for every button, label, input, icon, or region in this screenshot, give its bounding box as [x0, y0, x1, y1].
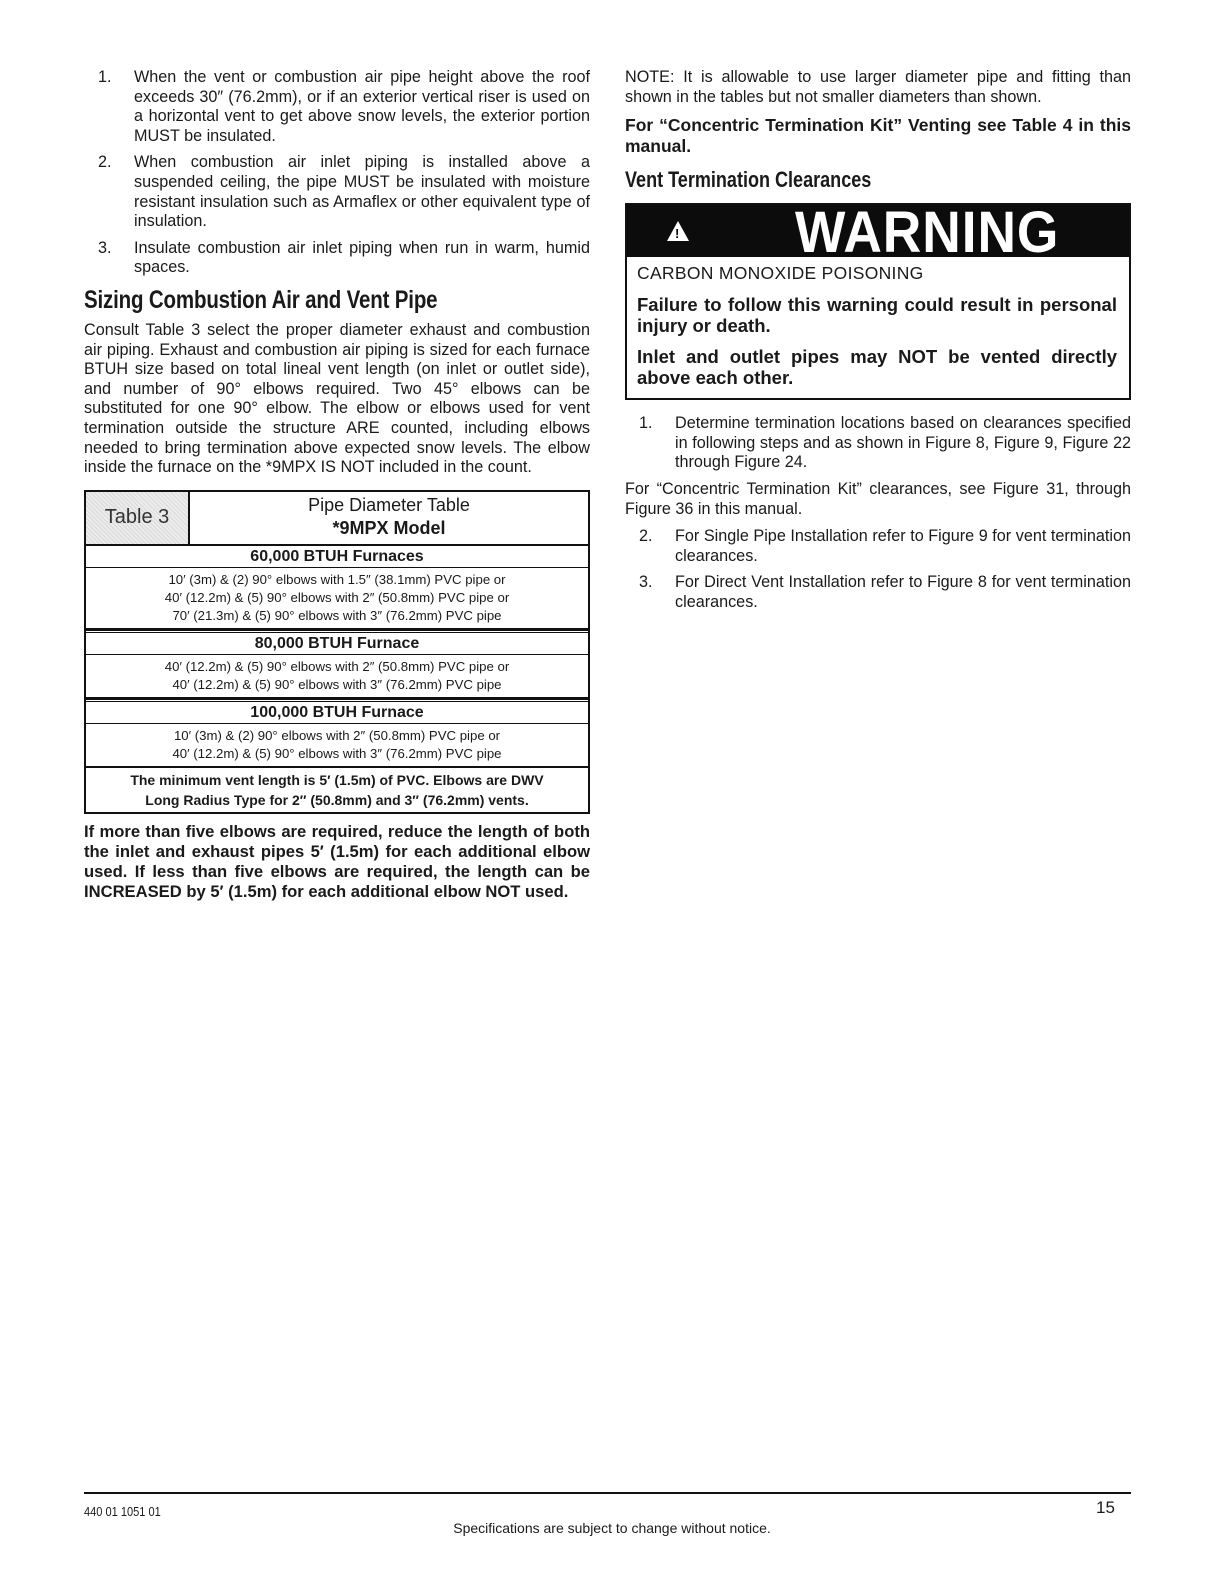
- table-group-rows: [86, 655, 588, 697]
- list-number: 2.: [98, 153, 112, 172]
- elbow-adjustment-paragraph: If more than five elbows are required, reduce the length of both the inlet and exhaust pipes 5′ (1.5m) for each additional elbow used. If less than five elbows are required, the length can be INCREASED by 5′ (1.5m) for each additional elbow NOT used.: [84, 821, 590, 901]
- warning-box: [625, 200, 1131, 400]
- table-group-rows: [86, 724, 588, 766]
- list-number: 2.: [639, 527, 653, 546]
- list-text: When combustion air inlet piping is installed above a suspended ceiling, the pipe MUST be insulated with moisture resistant insulation such as Armaflex or other equivalent type of insulation.: [134, 153, 590, 231]
- table-row: 40′ (12.2m) & (5) 90° elbows with 3″ (76.2mm) PVC pipe: [172, 745, 502, 761]
- sizing-paragraph: Consult Table 3 select the proper diameter exhaust and combustion air piping. Exhaust and combustion air piping is sized for each furnace BTUH size based on total lineal vent length (on inlet or outlet side), and number of 90° elbows required. Two 45° elbows can be substituted for one 90° elbow. The elbow or elbows used for vent termination outside the structure ARE counted, including elbows needed to bring termination above expected snow levels. The elbow inside the furnace on the *9MPX IS NOT included in the count.: [84, 320, 590, 477]
- left-column: [84, 68, 590, 902]
- section-heading-sizing: Sizing Combustion Air and Vent Pipe: [84, 285, 438, 314]
- list-text: Insulate combustion air inlet piping when run in warm, humid spaces.: [134, 238, 590, 277]
- insulation-list: [84, 68, 590, 278]
- list-number: 3.: [98, 238, 112, 257]
- table-row: 10′ (3m) & (2) 90° elbows with 1.5″ (38.1mm) PVC pipe or: [168, 571, 506, 587]
- warning-line: Inlet and outlet pipes may NOT be vented directly above each other.: [637, 346, 1117, 389]
- list-item: [84, 153, 590, 231]
- table-title: [190, 492, 588, 544]
- footer-notice: Specifications are subject to change without notice.: [453, 1520, 771, 1536]
- table-group-80000: [86, 630, 588, 699]
- section-heading-clearances: Vent Termination Clearances: [625, 167, 872, 193]
- list-item: [84, 68, 590, 146]
- warning-line: Failure to follow this warning could result in personal injury or death.: [637, 294, 1117, 337]
- table-row: 40′ (12.2m) & (5) 90° elbows with 2″ (50.8mm) PVC pipe or: [164, 658, 510, 674]
- table-row: 10′ (3m) & (2) 90° elbows with 2″ (50.8mm) PVC pipe or: [173, 727, 501, 743]
- table-group-header: 60,000 BTUH Furnaces: [86, 546, 588, 568]
- table-title-line1: Pipe Diameter Table: [308, 494, 470, 515]
- pipe-diameter-table: [84, 490, 590, 814]
- concentric-venting-paragraph: For “Concentric Termination Kit” Venting see Table 4 in this manual.: [625, 115, 1131, 157]
- table-title-line2: *9MPX Model: [332, 517, 446, 538]
- list-number: 3.: [639, 573, 653, 592]
- table-group-rows: [86, 568, 588, 628]
- document-number: 440 01 1051 01: [84, 1504, 161, 1519]
- table-note: [86, 768, 588, 812]
- list-item: [625, 527, 1131, 566]
- warning-triangle-icon: [667, 221, 689, 241]
- table-note-line1: The minimum vent length is 5′ (1.5m) of PVC. Elbows are DWV: [130, 771, 544, 788]
- table-group-60000: [86, 546, 588, 630]
- table-group-100000: [86, 699, 588, 768]
- table-group-header: 80,000 BTUH Furnace: [86, 630, 588, 655]
- list-text: When the vent or combustion air pipe height above the roof exceeds 30″ (76.2mm), or if an exterior vertical riser is used on a horizontal vent to get above snow levels, the exterior portion MUST be insulated.: [134, 68, 590, 145]
- list-item: [625, 573, 1131, 612]
- list-text: For Single Pipe Installation refer to Figure 9 for vent termination clearances.: [675, 527, 1131, 565]
- termination-list: [625, 414, 1131, 473]
- table-header: [86, 492, 588, 546]
- table-tag: Table 3: [86, 492, 190, 544]
- warning-word: WARNING: [795, 200, 1060, 266]
- note-paragraph: NOTE: It is allowable to use larger diameter pipe and fitting than shown in the tables but not smaller diameters than shown.: [625, 68, 1131, 106]
- table-group-header: 100,000 BTUH Furnace: [86, 699, 588, 724]
- footer-rule: [84, 1492, 1131, 1494]
- page-number: 15: [1096, 1498, 1115, 1517]
- list-item: [84, 239, 590, 278]
- table-row: 40′ (12.2m) & (5) 90° elbows with 3″ (76.2mm) PVC pipe: [172, 676, 502, 692]
- warning-caption: CARBON MONOXIDE POISONING: [637, 263, 924, 284]
- list-number: 1.: [639, 414, 653, 433]
- table-row: 70′ (21.3m) & (5) 90° elbows with 3″ (76.2mm) PVC pipe: [172, 607, 502, 623]
- right-column: [625, 68, 1131, 620]
- list-item: [625, 414, 1131, 473]
- warning-symbol: !: [675, 226, 680, 242]
- warning-banner: [627, 200, 1129, 266]
- concentric-clearances-paragraph: For “Concentric Termination Kit” clearances, see Figure 31, through Figure 36 in this manual.: [625, 479, 1131, 518]
- table-row: 40′ (12.2m) & (5) 90° elbows with 2″ (50.8mm) PVC pipe or: [164, 589, 510, 605]
- list-text: For Direct Vent Installation refer to Figure 8 for vent termination clearances.: [675, 573, 1131, 611]
- termination-list-continued: [625, 527, 1131, 612]
- list-text: Determine termination locations based on clearances specified in following steps and as shown in Figure 8, Figure 9, Figure 22 through Figure 24.: [675, 414, 1131, 472]
- table-note-line2: Long Radius Type for 2″ (50.8mm) and 3″ (76.2mm) vents.: [145, 791, 529, 808]
- list-number: 1.: [98, 68, 112, 86]
- warning-body: [627, 257, 1129, 398]
